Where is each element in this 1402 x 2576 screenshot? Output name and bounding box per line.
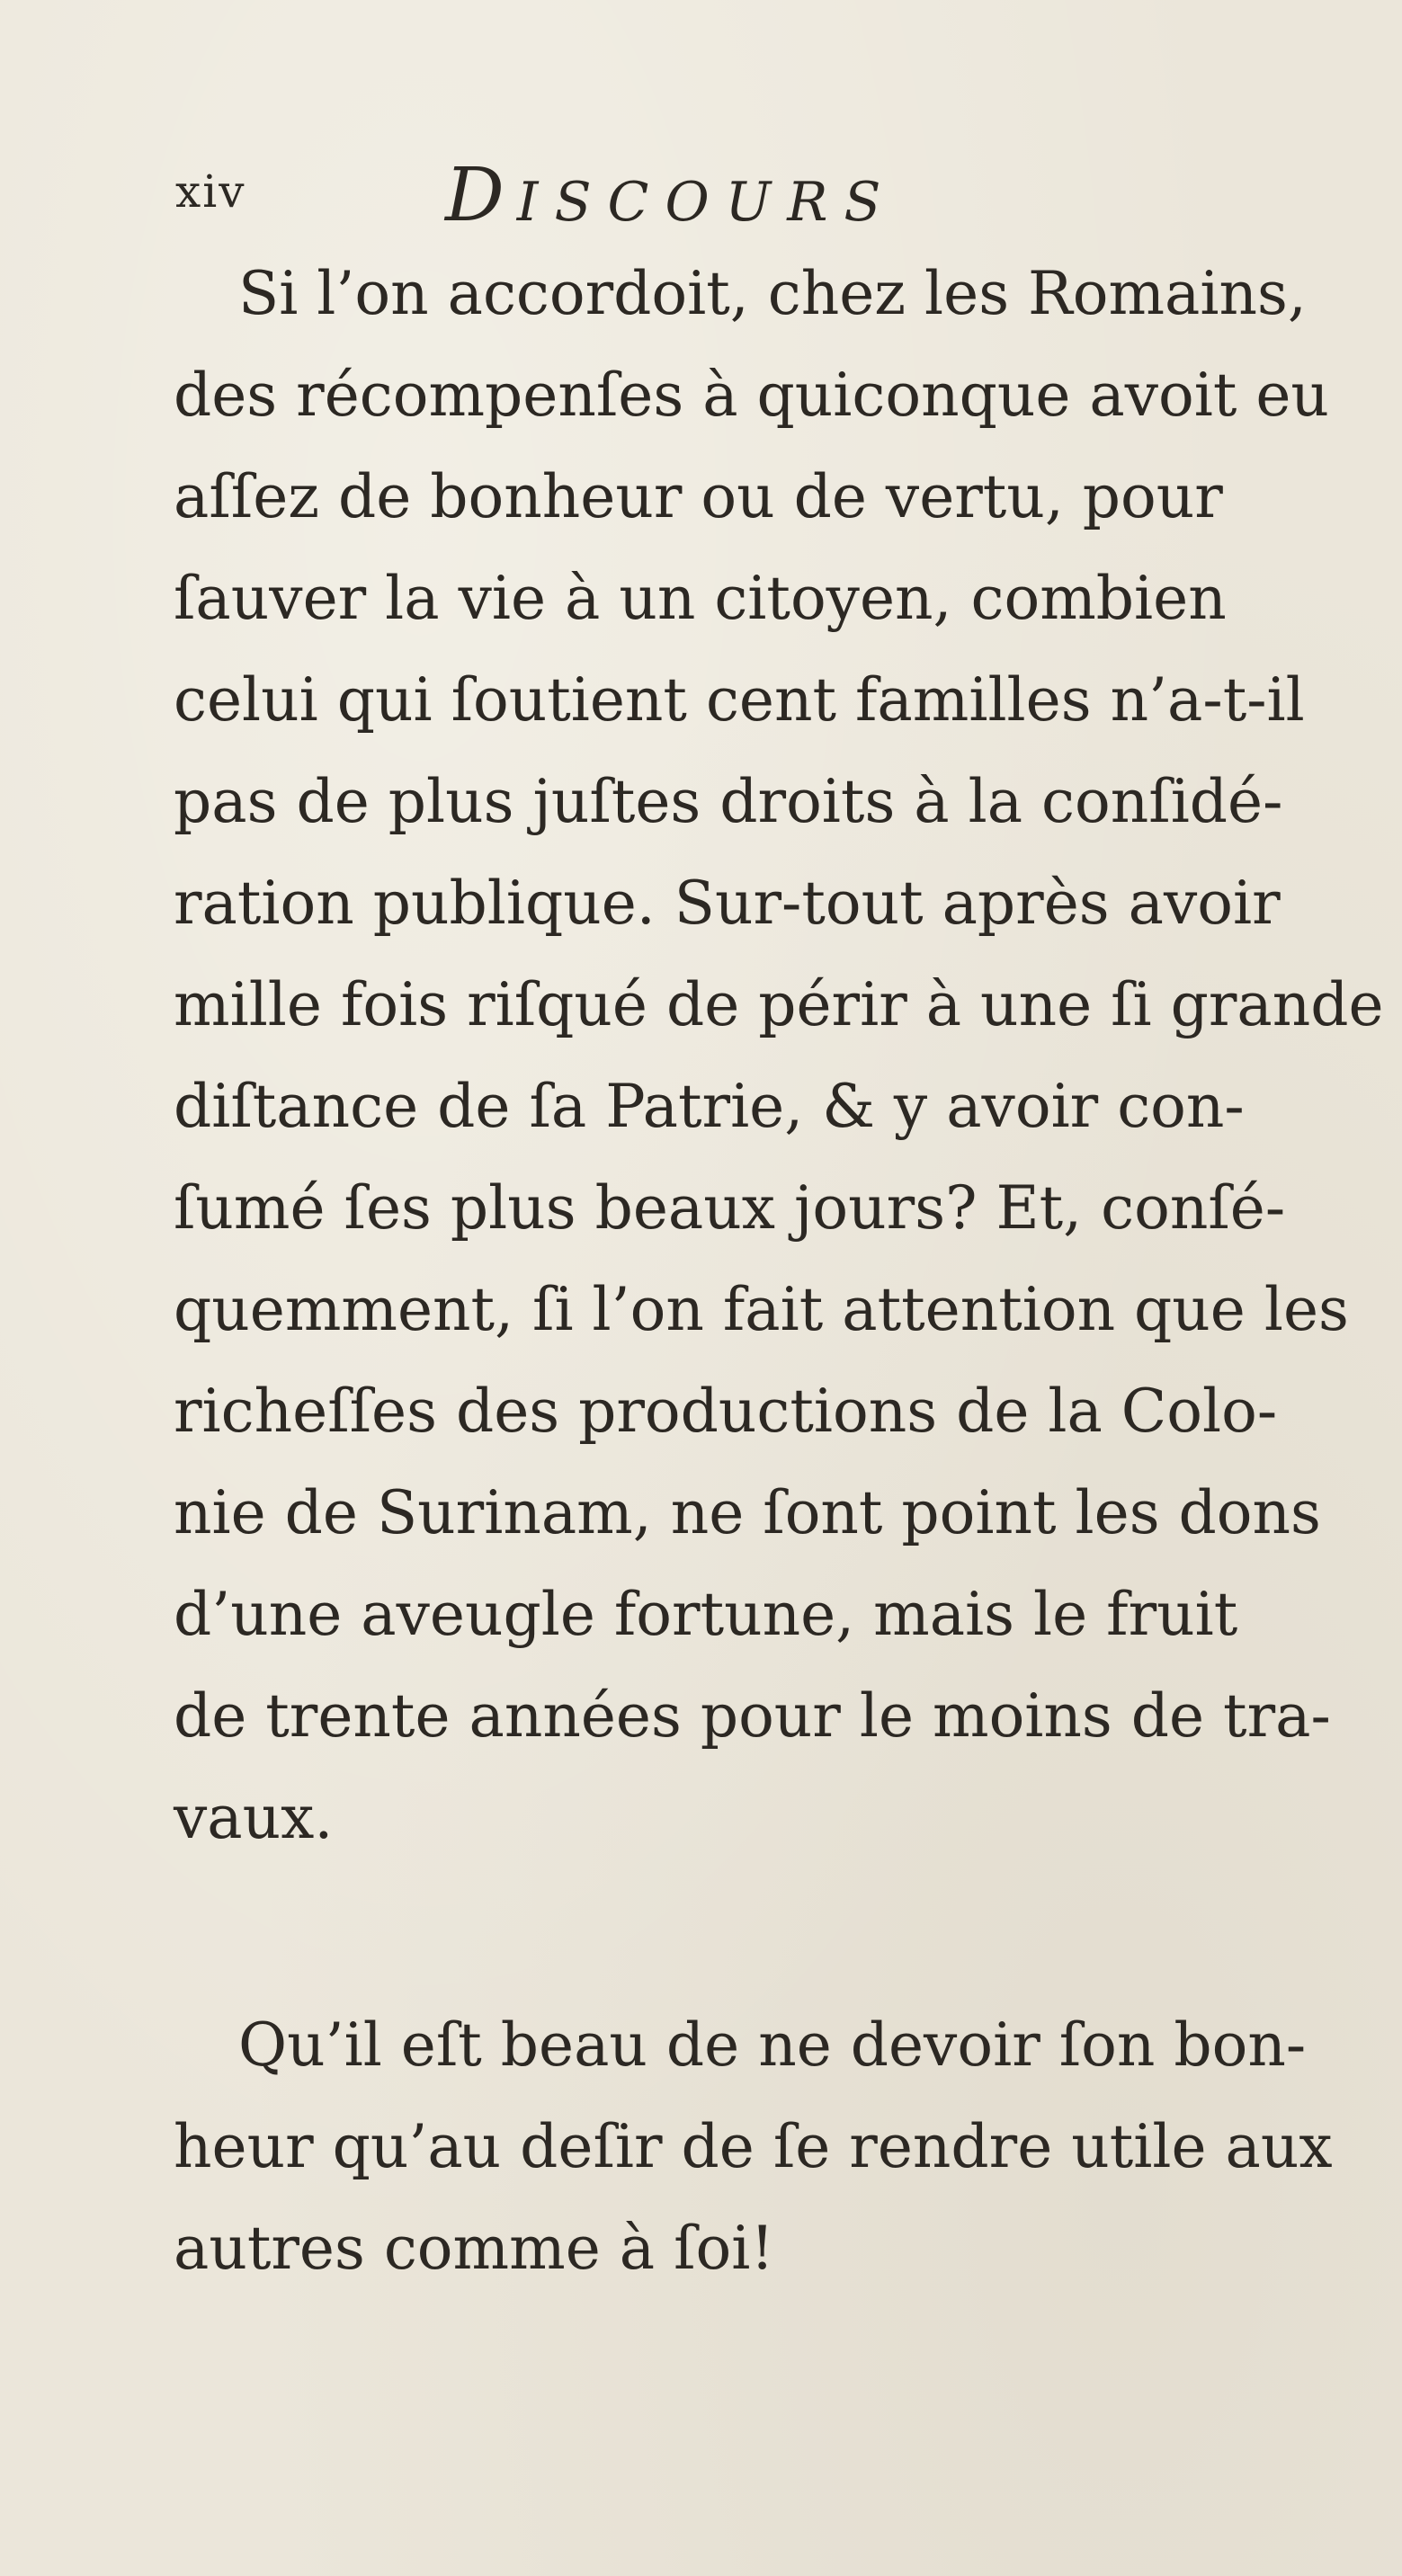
text-line: richeſſes des productions de la Colo- — [174, 1377, 1278, 1446]
text-line: ſumé ſes plus beaux jours? Et, conſé- — [174, 1173, 1286, 1243]
paragraph-1 — [174, 243, 1384, 1868]
paragraph-gap — [174, 1868, 1217, 1994]
text-line: ſauver la vie à un citoyen, combien — [174, 564, 1227, 633]
text-line: mille fois riſqué de périr à une ſi grande — [174, 970, 1384, 1039]
text-line: de trente années pour le moins de tra- — [174, 1681, 1331, 1751]
text-line: autres comme à ſoi! — [174, 2214, 774, 2283]
running-title — [445, 153, 897, 238]
text-line: Qu’il eſt beau de ne devoir ſon bon- — [238, 2010, 1307, 2080]
text-line: diſtance de ſa Patrie, & y avoir con- — [174, 1072, 1245, 1141]
running-title-rest: ISCOURS — [516, 171, 897, 234]
text-line: vaux. — [174, 1783, 334, 1852]
text-line: d’une aveugle fortune, mais le fruit — [174, 1580, 1238, 1649]
text-line: celui qui ſoutient cent familles n’a-t-il — [174, 665, 1305, 735]
page-number: xiv — [175, 165, 246, 218]
text-line: aſſez de bonheur ou de vertu, pour — [174, 462, 1223, 531]
text-line: pas de plus juſtes droits à la conſidé- — [174, 767, 1283, 836]
text-line: quemment, ſi l’on fait attention que les — [174, 1275, 1349, 1344]
body-text — [174, 243, 1384, 2299]
running-title-initial: D — [445, 153, 517, 238]
text-line: nie de Surinam, ne ſont point les dons — [174, 1478, 1321, 1547]
text-line: Si l’on accordoit, chez les Romains, — [238, 259, 1307, 328]
text-line: des récompenſes à quiconque avoit eu — [174, 361, 1329, 430]
running-head — [175, 153, 1237, 238]
text-line: heur qu’au deſir de ſe rendre utile aux — [174, 2112, 1333, 2181]
text-line: ration publique. Sur-tout après avoir — [174, 869, 1281, 938]
paragraph-2 — [174, 1994, 1333, 2299]
